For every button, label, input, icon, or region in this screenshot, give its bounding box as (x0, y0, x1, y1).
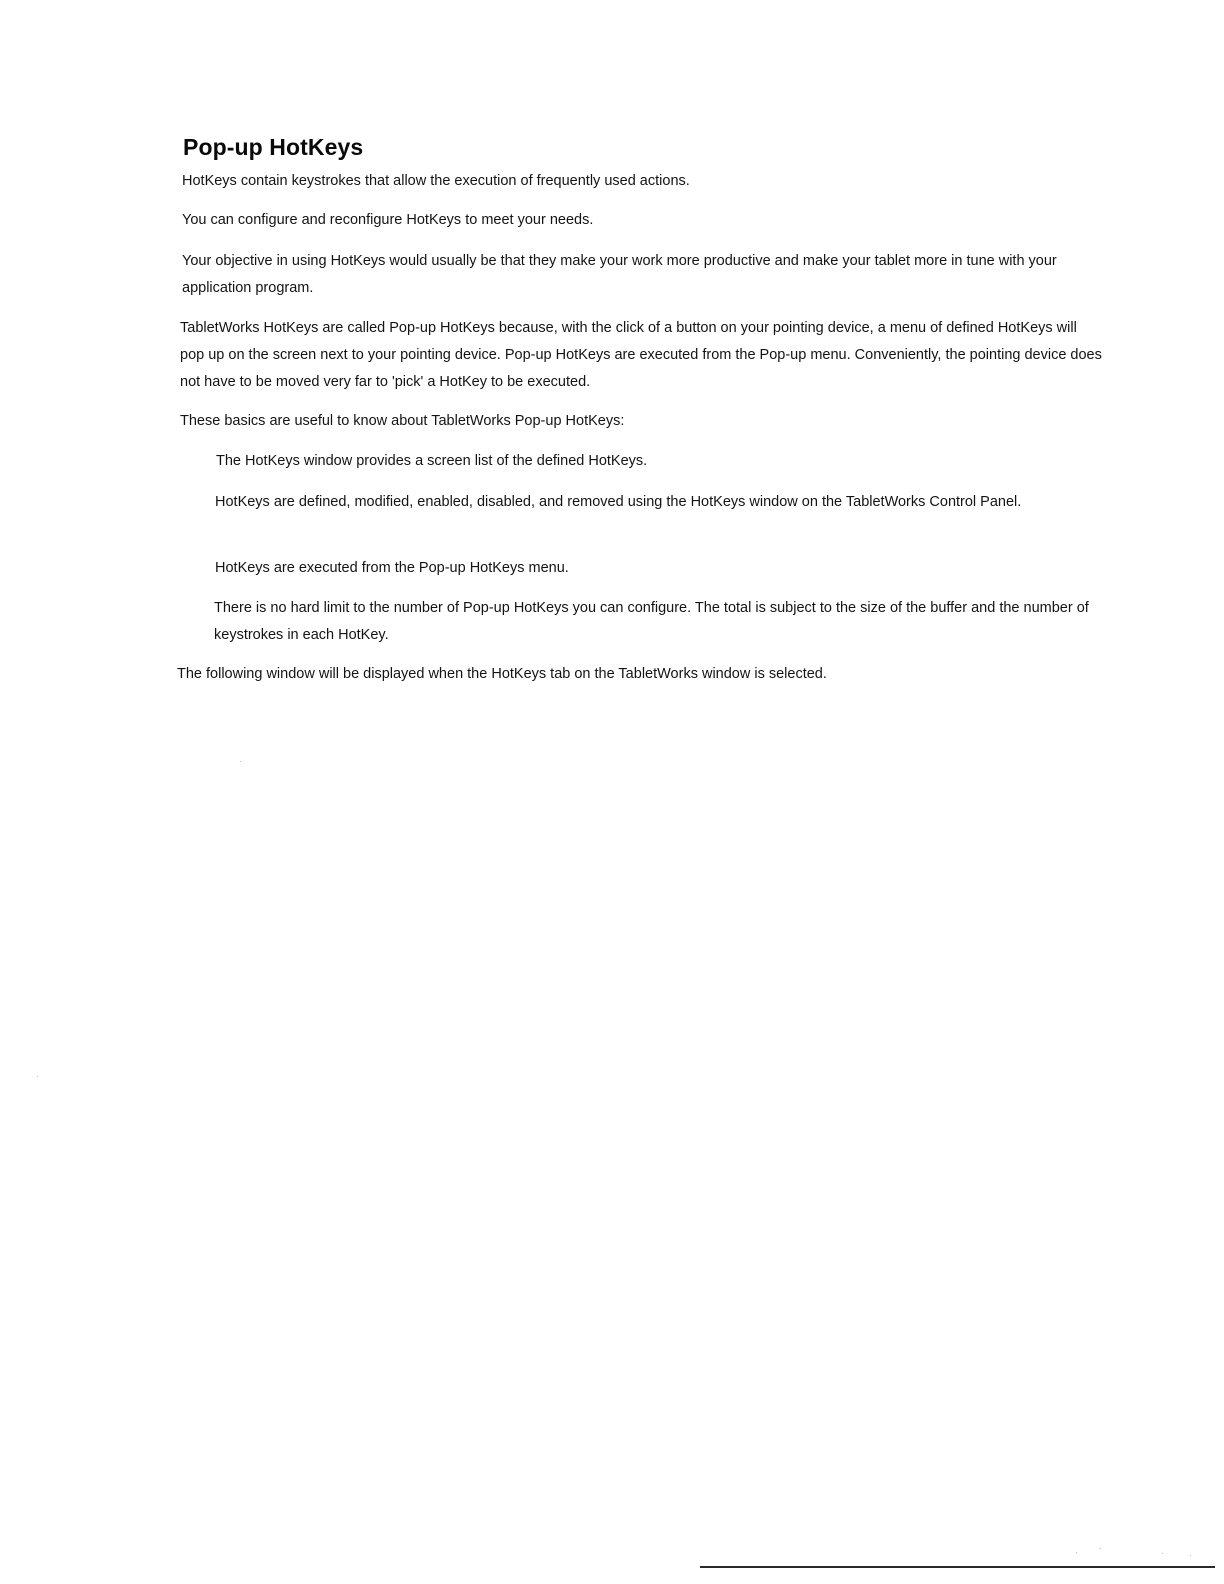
scan-speck (37, 1076, 38, 1077)
basics-item: HotKeys are executed from the Pop-up HotKeys menu. (215, 560, 569, 576)
basics-item: There is no hard limit to the number of Pop-up HotKeys you can configure. The total is subject to the size of the buffer and the number of keystrokes in each HotKey. (214, 600, 1089, 643)
scan-speck (1076, 1552, 1077, 1553)
basics-item: HotKeys are defined, modified, enabled, disabled, and removed using the HotKeys window on the TabletWorks Control Panel. (215, 494, 1022, 510)
objective-paragraph: Your objective in using HotKeys would usually be that they make your work more productive and make your tablet more in tune with your application program. (182, 253, 1057, 296)
scan-speck (240, 761, 241, 762)
intro-paragraph: HotKeys contain keystrokes that allow the execution of frequently used actions. (182, 173, 690, 189)
scan-speck (1162, 1553, 1163, 1554)
scan-speck (1100, 1548, 1101, 1549)
basics-intro-paragraph: These basics are useful to know about TabletWorks Pop-up HotKeys: (180, 413, 625, 429)
configure-paragraph: You can configure and reconfigure HotKeys to meet your needs. (182, 212, 594, 228)
closing-paragraph: The following window will be displayed when the HotKeys tab on the TabletWorks window is selected. (177, 666, 827, 682)
popup-explanation-paragraph: TabletWorks HotKeys are called Pop-up HotKeys because, with the click of a button on your pointing device, a menu of defined HotKeys will pop up on the screen next to your pointing device. Pop-up HotKeys are executed from the Pop-up menu. Conveniently, the pointing device does not have to be moved very far to 'pick' a HotKey to be executed. (180, 320, 1102, 390)
footer-rule (700, 1566, 1215, 1568)
basics-item: The HotKeys window provides a screen list of the defined HotKeys. (216, 453, 648, 469)
scan-speck (1190, 1555, 1191, 1556)
page-title: Pop-up HotKeys (183, 134, 364, 160)
